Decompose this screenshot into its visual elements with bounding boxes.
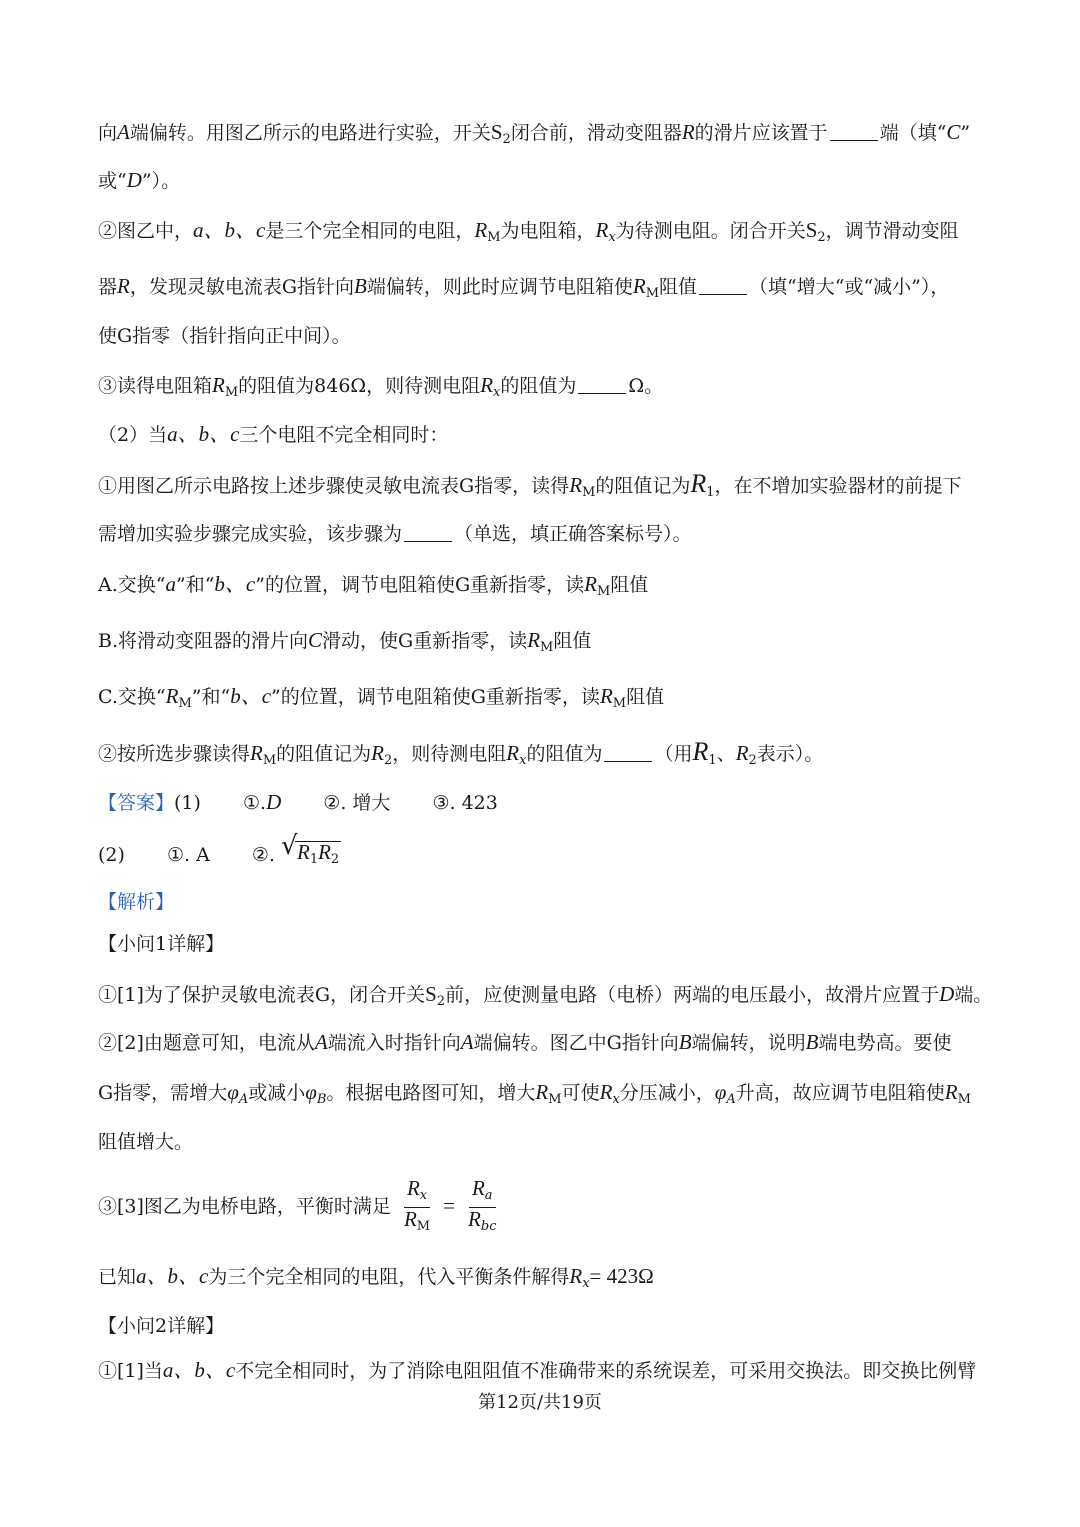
text-line-22: ③[3]图乙为电桥电路，平衡时满足 $\frac{R_x}{R_M}$ = $\frac{R_a}{R_{bc}}$ [98,1177,503,1233]
fraction-rx-rm: $\frac{R_x}{R_M}$ [403,1176,431,1234]
option-b: B.将滑动变阻器的滑片向C滑动，使G重新指零，读$R_M$阻值 [98,628,592,655]
option-a: A.交换“a”和“b、c”的位置，调节电阻箱使G重新指零，读$R_M$阻值 [98,572,649,599]
text-line-8: ①用图乙所示电路按上述步骤使灵敏电流表G指零，读得$R_M$的阻值记为$R_1$，在不增加实验器材的前提下 [98,469,962,500]
answer-tag: 【答案】 [98,792,175,814]
subquestion-1-heading: 【小问1详解】 [98,933,225,955]
text-line-13: ②按所选步骤读得$R_M$的阻值记为$R_2$，则待测电阻$R_x$的阻值为 （用$R_1$、$R_2$表示）。 [98,737,824,768]
option-c: C.交换“$R_M$”和“b、c”的位置，调节电阻箱使G重新指零，读$R_M$阻值 [98,684,665,711]
text-line-6: ③读得电阻箱$R_M$的阻值为846Ω，则待测电阻$R_x$的阻值为 Ω。 [98,373,664,400]
answer-blank [404,523,452,542]
text-line-21: 阻值增大。 [98,1131,194,1153]
text-line-23: 已知a、b、c为三个完全相同的电阻，代入平衡条件解得$R_x= 423\Omega$ [98,1264,654,1291]
answer-line-2: (2) ①. A ②. √ $R_1R_2$ [98,837,341,867]
text-line-20: G指零，需增大$\varphi_A$或减小$\varphi_B$。根据电路图可知，增大$R_M$可使$R_x$分压减小，$\varphi_A$升高，故应调节电阻箱使$R_M$ [98,1080,971,1107]
fraction-ra-rbc: $\frac{R_a}{R_{bc}}$ [468,1176,497,1234]
text-line-1: 向A端偏转。用图乙所示的电路进行实验，开关$S_2$闭合前，滑动变阻器R的滑片应该置于 端（填“C” [98,120,971,147]
text-line-5: 使G指零（指针指向正中间）。 [98,325,351,347]
text-line-9: 需增加实验步骤完成实验，该步骤为 （单选，填正确答案标号）。 [98,523,692,545]
text-line-3: ②图乙中，a、b、c是三个完全相同的电阻，$R_M$为电阻箱，$R_x$为待测电阻。闭合开关$S_2$，调节滑动变阻 [98,218,959,245]
answer-blank [830,122,878,141]
page-footer: 第12页/共19页 [478,1392,602,1413]
text-line-25: ①[1]当a、b、c不完全相同时，为了消除电阻阻值不准确带来的系统误差，可采用交换法。即交换比例臂 [98,1358,977,1382]
text-line-4: 器R，发现灵敏电流表G指针向B端偏转，则此时应调节电阻箱使$R_M$阻值 （填“增大“或“减小”）， [98,274,950,301]
text-line-7: （2）当a、b、c三个电阻不完全相同时： [98,422,449,446]
text-line-19: ②[2]由题意可知，电流从A端流入时指针向A端偏转。图乙中G指针向B端偏转，说明B端电势高。要使 [98,1030,952,1054]
answer-blank [578,375,626,394]
answer-blank [699,276,747,295]
text-line-18: ①[1]为了保护灵敏电流表G，闭合开关$S_2$前，应使测量电路（电桥）两端的电压最小，故滑片应置于D端。 [98,982,993,1009]
analysis-heading: 【解析】 [98,891,175,913]
answer-blank [604,743,652,762]
subquestion-2-heading: 【小问2详解】 [98,1315,225,1337]
text-line-2: 或“D”）。 [98,168,181,192]
answer-line-1: 【答案】(1) ①.D ②. 增大 ③. 423 [98,790,498,814]
sqrt-expression: √ $R_1R_2$ [280,831,340,867]
